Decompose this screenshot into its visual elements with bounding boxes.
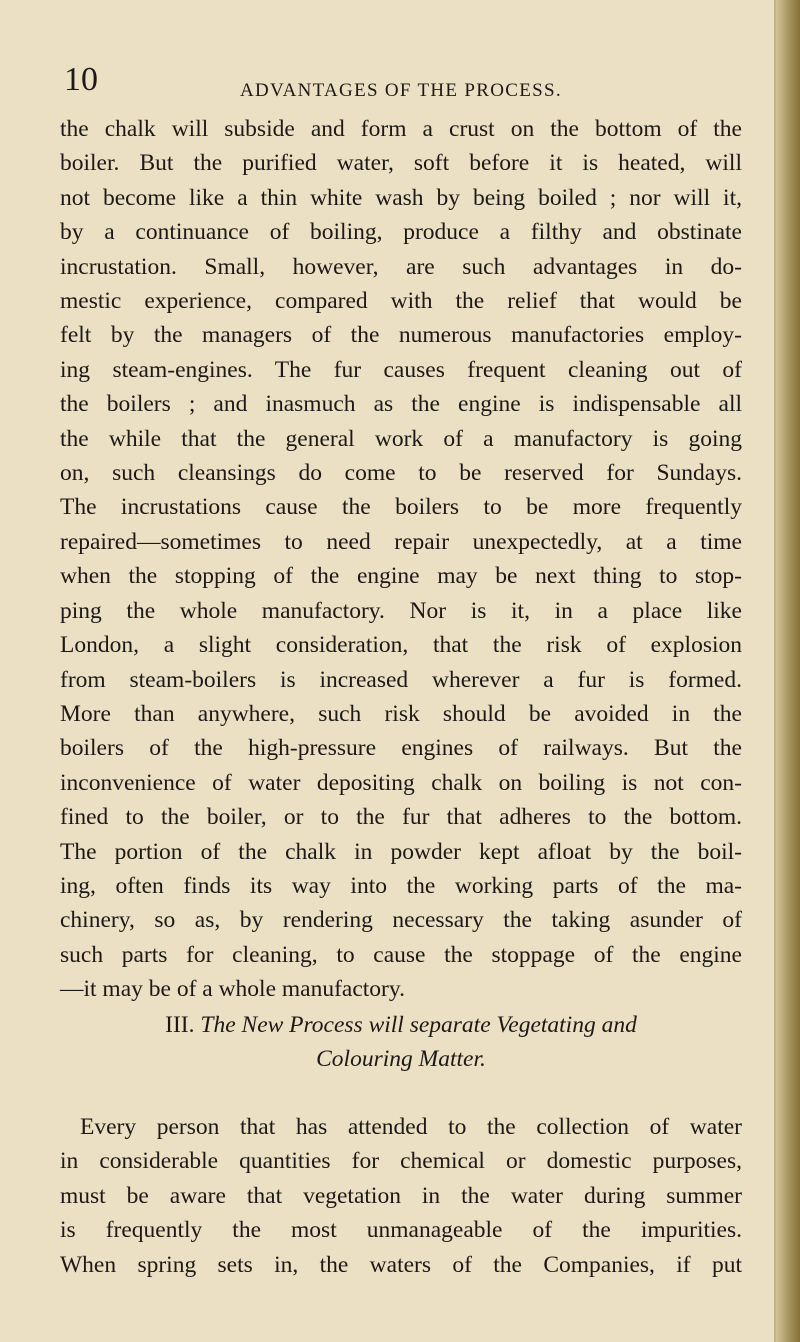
text-line: by a continuance of boiling, produce a filthy and obstinate <box>60 219 742 246</box>
text-line: when the stopping of the engine may be next thing to stop- <box>60 563 742 590</box>
text-line: such parts for cleaning, to cause the stoppage of the engine <box>60 941 742 968</box>
text-line: boiler. But the purified water, soft before it is heated, will <box>60 150 742 177</box>
page-edge <box>776 0 800 1342</box>
text-line: fined to the boiler, or to the fur that adheres to the bottom. <box>60 804 742 831</box>
running-head: ADVANTAGES OF THE PROCESS. <box>240 80 562 101</box>
text-line: ing, often finds its way into the working parts of the ma- <box>60 872 742 899</box>
text-line: inconvenience of water depositing chalk on boiling is not con- <box>60 769 742 796</box>
text-line: London, a slight consideration, that the risk of explosion <box>60 632 742 659</box>
text-line: More than anywhere, such risk should be avoided in the <box>60 700 742 727</box>
text-line: repaired—sometimes to need repair unexpectedly, at a time <box>60 528 742 555</box>
text-line: chinery, so as, by rendering necessary the taking asunder of <box>60 907 742 934</box>
section-heading <box>60 1008 742 1076</box>
page-number: 10 <box>64 61 98 98</box>
text-line: The portion of the chalk in powder kept afloat by the boil- <box>60 838 742 865</box>
text-line: is frequently the most unmanageable of the impurities. <box>60 1217 742 1244</box>
text-line: felt by the managers of the numerous manufactories employ- <box>60 322 742 349</box>
text-line: mestic experience, compared with the relief that would be <box>60 288 742 315</box>
paragraph-2 <box>60 1110 742 1282</box>
section-heading-line-1 <box>60 1008 742 1042</box>
text-line: on, such cleansings do come to be reserved for Sundays. <box>60 460 742 487</box>
text-line: must be aware that vegetation in the water during summer <box>60 1182 742 1209</box>
section-title-part-2: Colouring Matter. <box>316 1046 486 1072</box>
text-line: The incrustations cause the boilers to be more frequently <box>60 494 742 521</box>
text-line: in considerable quantities for chemical or domestic purposes, <box>60 1148 742 1175</box>
text-line: not become like a thin white wash by being boiled ; nor will it, <box>60 184 742 211</box>
text-line: the boilers ; and inasmuch as the engine is indispensable all <box>60 391 742 418</box>
text-line: the while that the general work of a manufactory is going <box>60 425 742 452</box>
text-line: —it may be of a whole manufactory. <box>60 976 405 1003</box>
text-line: When spring sets in, the waters of the Companies, if put <box>60 1251 742 1278</box>
text-line: from steam-boilers is increased wherever a fur is formed. <box>60 666 742 693</box>
section-title-part-1: The New Process will separate Vegetating and <box>200 1012 637 1038</box>
text-line: incrustation. Small, however, are such advantages in do- <box>60 253 742 280</box>
text-line: the chalk will subside and form a crust on the bottom of the <box>60 116 742 142</box>
text-line: boilers of the high-pressure engines of railways. But the <box>60 735 742 762</box>
text-line: Every person that has attended to the collection of water <box>80 1114 742 1140</box>
paragraph-1 <box>60 112 742 1007</box>
text-line: ing steam-engines. The fur causes frequent cleaning out of <box>60 356 742 383</box>
section-numeral: III. <box>165 1012 195 1038</box>
text-line: ping the whole manufactory. Nor is it, in a place like <box>60 597 742 624</box>
page-header <box>64 60 764 110</box>
